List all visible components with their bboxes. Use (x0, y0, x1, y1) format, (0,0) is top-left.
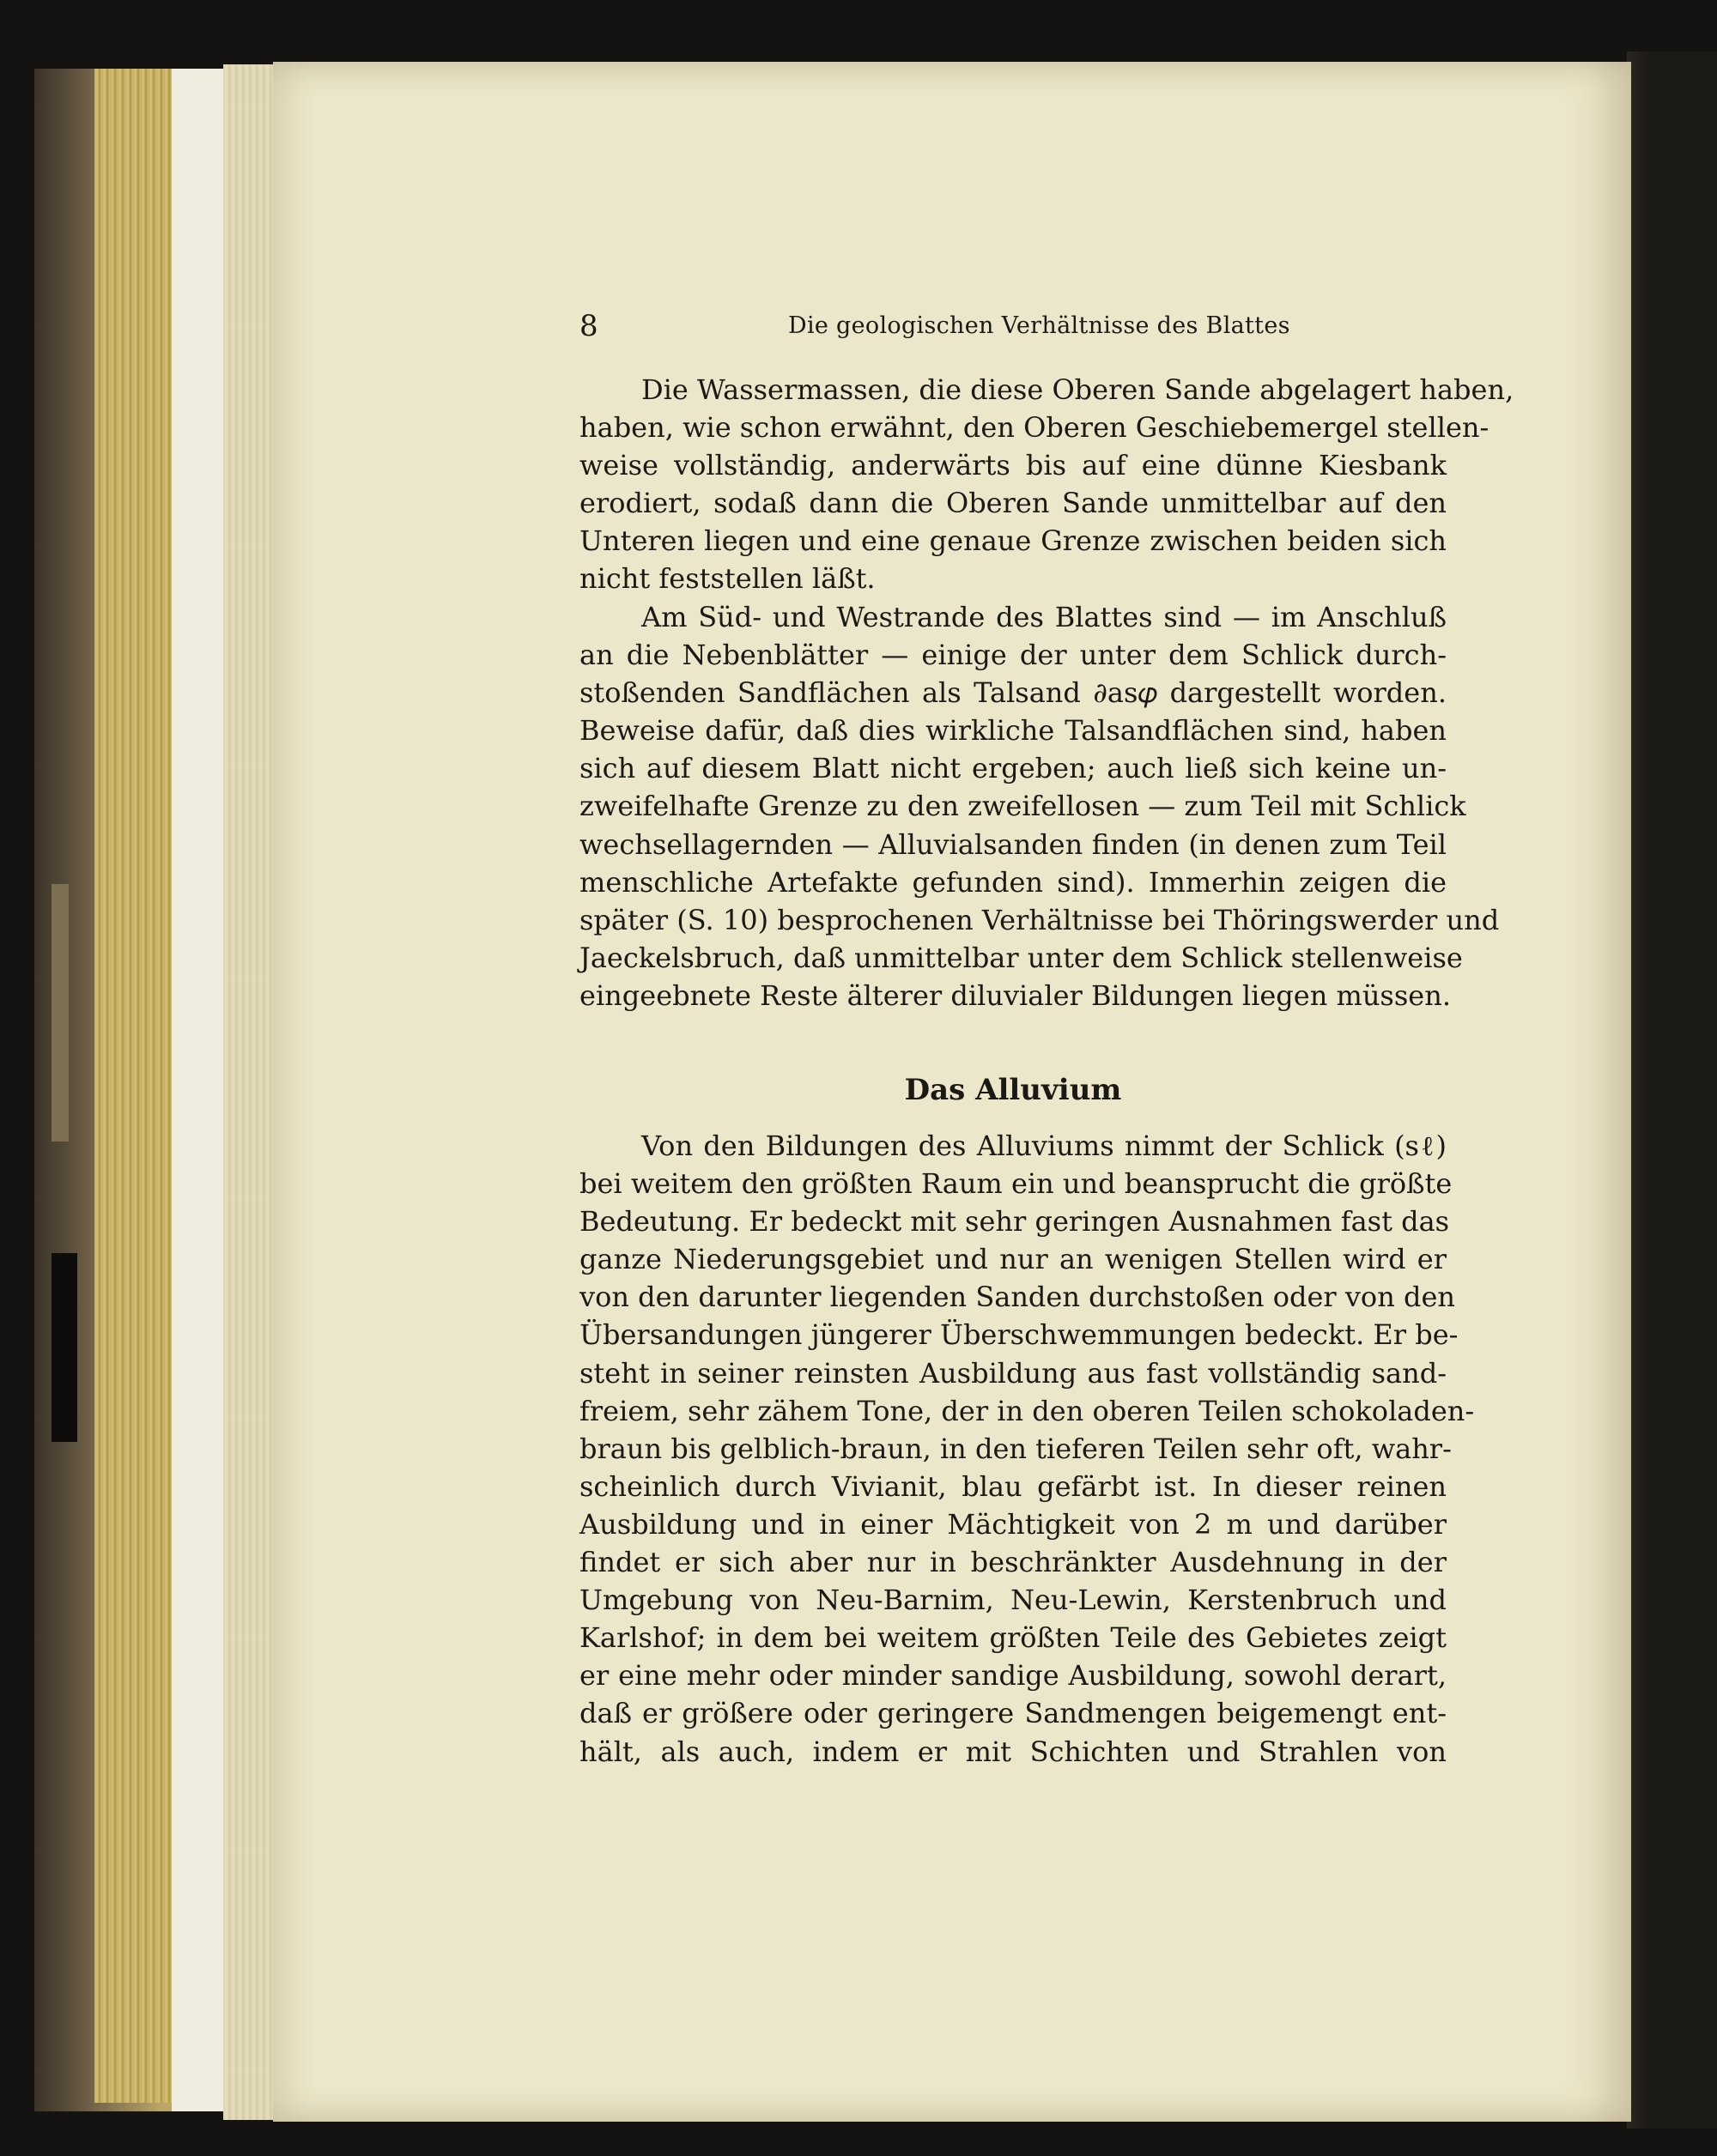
text-line: Übersandungen jüngerer Überschwemmungen bedeckt. Er be- (579, 1318, 1459, 1352)
text-line: Von den Bildungen des Alluviums nimmt der Schlick (sℓ) (641, 1129, 1447, 1162)
text-line: braun bis gelblich-braun, in den tieferen Teilen sehr oft, wahr- (579, 1432, 1452, 1465)
text-line: nicht feststellen läßt. (579, 562, 876, 596)
text-line: scheinlich durch Vivianit, blau gefärbt ist. In dieser reinen (579, 1469, 1447, 1503)
text-line: Die Wassermassen, die diese Oberen Sande abgelagert haben, (641, 373, 1514, 406)
text-line: daß er größere oder geringere Sandmengen beigemengt ent- (579, 1697, 1447, 1730)
text-line: haben, wie schon erwähnt, den Oberen Geschiebemergel stellen- (579, 411, 1489, 445)
text-line: steht in seiner reinsten Ausbildung aus fast vollständig sand- (579, 1356, 1447, 1390)
text-line: stoßenden Sandflächen als Talsand ∂as𝜑 dargestellt worden. (579, 676, 1447, 710)
text-line: erodiert, sodaß dann die Oberen Sande unmittelbar auf den (579, 487, 1447, 520)
text-line: später (S. 10) besprochenen Verhältnisse bei Thöringswerder und (579, 903, 1500, 936)
text-line: menschliche Artefakte gefunden sind). Immerhin zeigen die (579, 865, 1447, 899)
gilt-page-edges (94, 69, 172, 2103)
text-line: sich auf diesem Blatt nicht ergeben; auch ließ sich keine un- (579, 752, 1447, 785)
text-line: freiem, sehr zähem Tone, der in den oberen Teilen schokoladen- (579, 1394, 1475, 1427)
binding-clip (52, 1253, 77, 1442)
text-line: Unteren liegen und eine genaue Grenze zwischen beiden sich (579, 524, 1447, 558)
text-line: Ausbildung und in einer Mächtigkeit von 2 m und darüber (579, 1507, 1447, 1541)
page-number: 8 (579, 309, 598, 343)
text-line: an die Nebenblätter — einige der unter dem Schlick durch- (579, 639, 1447, 672)
text-line: wechsellagernden — Alluvialsanden finden (in denen zum Teil (579, 827, 1447, 861)
text-line: er eine mehr oder minder sandige Ausbildung, sowohl derart, (579, 1659, 1447, 1693)
text-line: Bedeutung. Er bedeckt mit sehr geringen Ausnahmen fast das (579, 1205, 1450, 1238)
text-line: findet er sich aber nur in beschränkter Ausdehnung in der (579, 1546, 1447, 1579)
section-heading: Das Alluvium (904, 1073, 1122, 1107)
blank-sheet-edge (172, 69, 223, 2111)
text-line: ganze Niederungsgebiet und nur an wenigen Stellen wird er (579, 1243, 1447, 1276)
text-line: bei weitem den größten Raum ein und beansprucht die größte (579, 1167, 1453, 1201)
text-line: Beweise dafür, daß dies wirkliche Talsandflächen sind, haben (579, 714, 1447, 748)
text-line: weise vollständig, anderwärts bis auf eine dünne Kiesbank (579, 449, 1447, 482)
text-line: Jaeckelsbruch, daß unmittelbar unter dem Schlick stellenweise (579, 941, 1463, 974)
text-line: Karlshof; in dem bei weitem größten Teile des Gebietes zeigt (579, 1621, 1447, 1655)
text-line: zweifelhafte Grenze zu den zweifellosen — zum Teil mit Schlick (579, 790, 1466, 823)
edge-wear (52, 884, 69, 1142)
running-head: Die geologischen Verhältnisse des Blattes (788, 312, 1290, 339)
facing-page-sliver (1653, 51, 1717, 2129)
text-line: Umgebung von Neu-Barnim, Neu-Lewin, Kerstenbruch und (579, 1584, 1447, 1617)
text-line: Am Süd- und Westrande des Blattes sind — im Anschluß (641, 601, 1447, 633)
paragraph-westrande (579, 598, 1500, 1014)
text-line: hält, als auch, indem er mit Schichten und Strahlen von (579, 1735, 1447, 1768)
text-line: eingeebnete Reste älterer diluvialer Bildungen liegen müssen. (579, 978, 1451, 1012)
text-line: von den darunter liegenden Sanden durchstoßen oder von den (579, 1281, 1455, 1314)
page-header (579, 309, 1438, 352)
paragraph-wassermassen (579, 371, 1514, 598)
page-stack (223, 64, 275, 2120)
paragraph-alluvium (579, 1127, 1475, 1771)
